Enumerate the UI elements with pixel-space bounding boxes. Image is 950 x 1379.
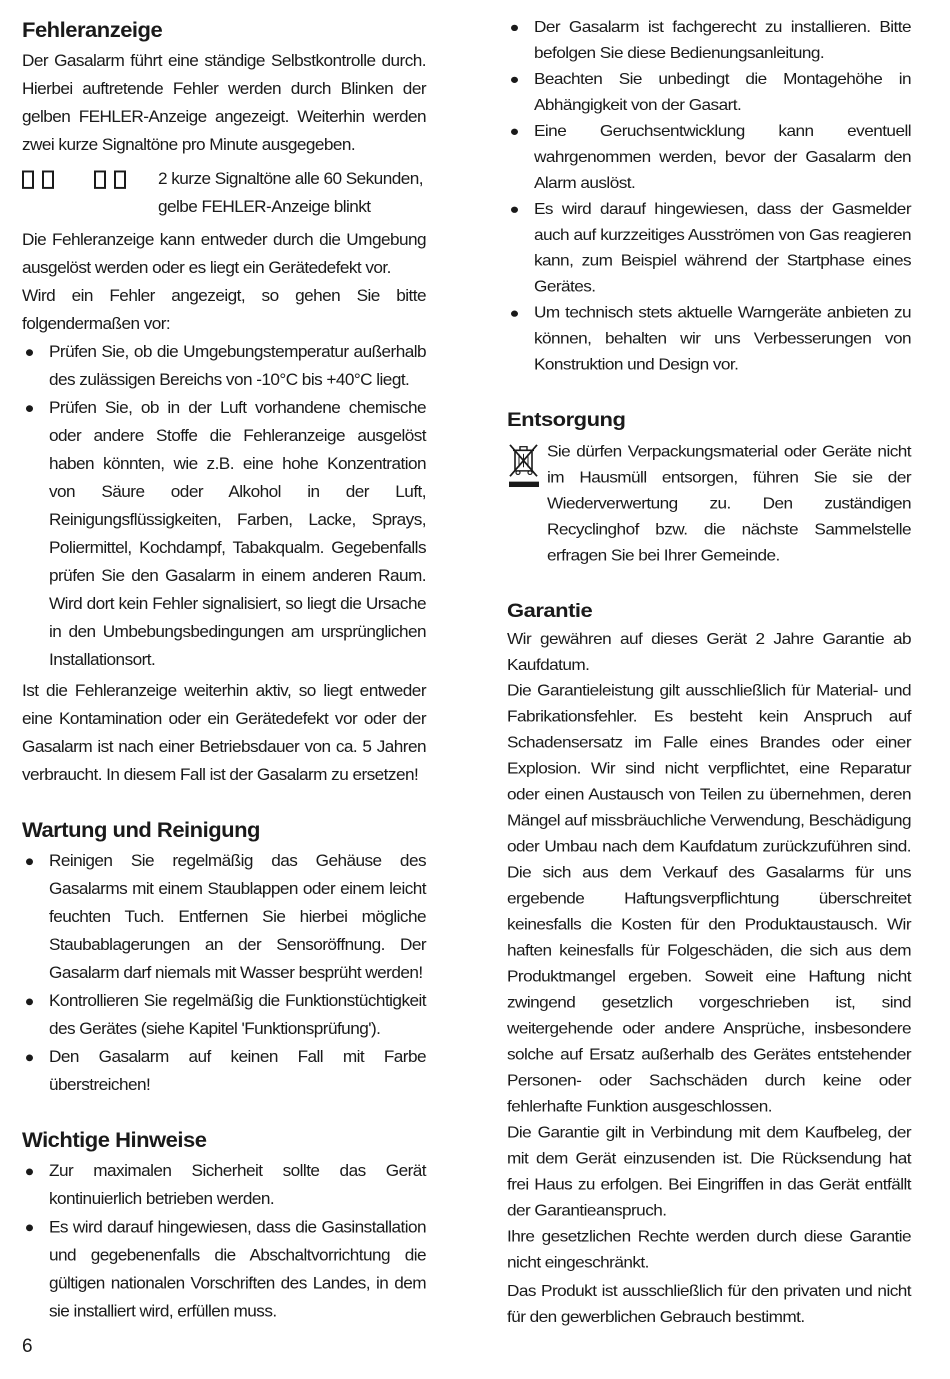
disposal-block <box>507 439 911 569</box>
garantie-p1: Wir gewähren auf dieses Gerät 2 Jahre Garantie ab Kaufdatum. <box>507 629 911 674</box>
garantie-p3: Die Garantie gilt in Verbindung mit dem Kaufbeleg, der mit dem Gerät einzusenden ist. Die Rücksendung hat frei Haus zu erfolgen. Bei Eingriffen in das Gerät entfällt der Garantieanspruch. <box>507 1123 911 1219</box>
section-title-hinweise: Wichtige Hinweise <box>22 1127 207 1153</box>
list-item: Prüfen Sie, ob in der Luft vorhandene chemische oder andere Stoffe die Fehleranzeige ausgelöst haben könnten, wie z.B. eine hohe Konzentration von Säure oder Alkohol in der Luft, Reinigungsflüssigkeiten, Farben, Lacke, Sprays, Poliermittel, Kochdampf, Tabakqualm. Gegebenfalls prüfen Sie den Gasalarm in einem anderen Raum. Wird dort kein Fehler signalisiert, so liegt die Ursache in den Umbebungsbedingungen am ursprünglichen Installationsort. <box>22 394 426 674</box>
wartung-list <box>22 847 426 1099</box>
list-item: Reinigen Sie regelmäßig das Gehäuse des Gasalarms mit einem Staublappen oder einem leicht feuchten Tuch. Entfernen Sie hierbei mögliche Staubablagerungen an der Sensoröffnung. Der Gasalarm darf niemals mit Wasser besprüht werden! <box>22 847 426 987</box>
fehler-conclusion: Ist die Fehleranzeige weiterhin aktiv, so liegt entweder eine Kontamination oder ein Gerätedefekt vor oder der Gasalarm ist nach einer Betriebsdauer von ca. 5 Jahren verbraucht. In diesem Fall ist der Gasalarm zu ersetzen! <box>22 680 426 784</box>
list-item: Eine Geruchsentwicklung kann eventuell wahrgenommen werden, bevor der Gasalarm den Alarm auslöst. <box>507 118 911 196</box>
list-item: Beachten Sie unbedingt die Montagehöhe in Abhängigkeit von der Gasart. <box>507 66 911 118</box>
double-beep-icon <box>22 165 158 221</box>
garantie-p4: Ihre gesetzlichen Rechte werden durch diese Garantie nicht eingeschränkt. <box>507 1226 911 1271</box>
signal-description <box>22 165 426 221</box>
garantie-p2: Die Garantieleistung gilt ausschließlich für Material- und Fabrikationsfehler. Es besteht kein Anspruch auf Schadensersatz im Falle eines Brandes oder einer Explosion. Wir sind nicht verpflichtet, eine Reparatur oder einen Austausch von Teilen zu übernehmen, deren Mängel auf missbräuchliche Verwendung, Beschädigung oder Umbau nach dem Kaufdatum zurückzuführen sind. Die sich aus dem Verkauf des Gasalarms für uns ergebende Haftungsverpflichtung überschreitet keinesfalls die Kosten für den Produktaustausch. Wir haften keinesfalls für Folgeschäden, die sich aus dem Produktmangel ergeben. Soweit eine Haftung nicht zwingend gesetzlich vorgeschrieben ist, sind weitergehende oder andere Ansprüche, insbesondere solche auf Ersatz außerhalb des Gerätes entstehender Personen- oder Sachschäden durch keine oder fehlerhafte Funktion ausgeschlossen. <box>507 681 911 1115</box>
garantie-p5: Das Produkt ist ausschließlich für den privaten und nicht für den gewerblichen Gebrauch bestimmt. <box>507 1281 911 1326</box>
signal-text: 2 kurze Signaltöne alle 60 Sekunden, gelbe FEHLER-Anzeige blinkt <box>158 168 423 216</box>
hinweise-list <box>22 1157 426 1325</box>
left-column <box>22 14 426 1325</box>
list-item: Es wird darauf hingewiesen, dass die Gasinstallation und gegebenenfalls die Abschaltvorrichtung die gültigen nationalen Vorschriften des Landes, in dem sie installiert wird, erfüllen muss. <box>22 1213 426 1325</box>
fehler-checklist <box>22 338 426 674</box>
crossed-out-wheelie-bin-icon <box>507 439 547 569</box>
section-title-garantie: Garantie <box>507 598 593 622</box>
section-title-entsorgung: Entsorgung <box>507 408 626 431</box>
list-item: Um technisch stets aktuelle Warngeräte anbieten zu können, behalten wir uns Verbesserungen von Konstruktion und Design vor. <box>507 300 911 378</box>
page-number: 6 <box>22 1336 33 1357</box>
right-column <box>507 14 911 1330</box>
hinweise-list-continued <box>507 14 911 378</box>
list-item: Der Gasalarm ist fachgerecht zu installieren. Bitte befolgen Sie diese Bedienungsanleitung. <box>507 14 911 66</box>
fehler-cause: Die Fehleranzeige kann entweder durch die Umgebung ausgelöst werden oder es liegt ein Gerätedefekt vor. <box>22 229 426 277</box>
list-item: Prüfen Sie, ob die Umgebungstemperatur außerhalb des zulässigen Bereichs von -10°C bis +40°C liegt. <box>22 338 426 394</box>
list-item: Den Gasalarm auf keinen Fall mit Farbe überstreichen! <box>22 1043 426 1099</box>
list-item: Zur maximalen Sicherheit sollte das Gerät kontinuierlich betrieben werden. <box>22 1157 426 1213</box>
section-title-wartung: Wartung und Reinigung <box>22 817 260 842</box>
disposal-text: Sie dürfen Verpackungsmaterial oder Geräte nicht im Hausmüll entsorgen, führen Sie sie der Wiederverwertung zu. Den zuständigen Recyclinghof bzw. die nächste Sammelstelle erfragen Sie bei Ihrer Gemeinde. <box>547 442 911 565</box>
fehler-intro: Der Gasalarm führt eine ständige Selbstkontrolle durch. Hierbei auftretende Fehler werden durch Blinken der gelben FEHLER-Anzeige angezeigt. Weiterhin werden zwei kurze Signaltöne pro Minute ausgegeben. <box>22 50 426 155</box>
list-item: Kontrollieren Sie regelmäßig die Funktionstüchtigkeit des Gerätes (siehe Kapitel 'Funktionsprüfung'). <box>22 987 426 1043</box>
fehler-procedure: Wird ein Fehler angezeigt, so gehen Sie bitte folgendermaßen vor: <box>22 285 426 333</box>
list-item: Es wird darauf hingewiesen, dass der Gasmelder auch auf kurzzeitiges Ausströmen von Gas reagieren kann, zum Beispiel während der Startphase eines Gerätes. <box>507 196 911 300</box>
section-title-fehleranzeige: Fehleranzeige <box>22 17 163 43</box>
